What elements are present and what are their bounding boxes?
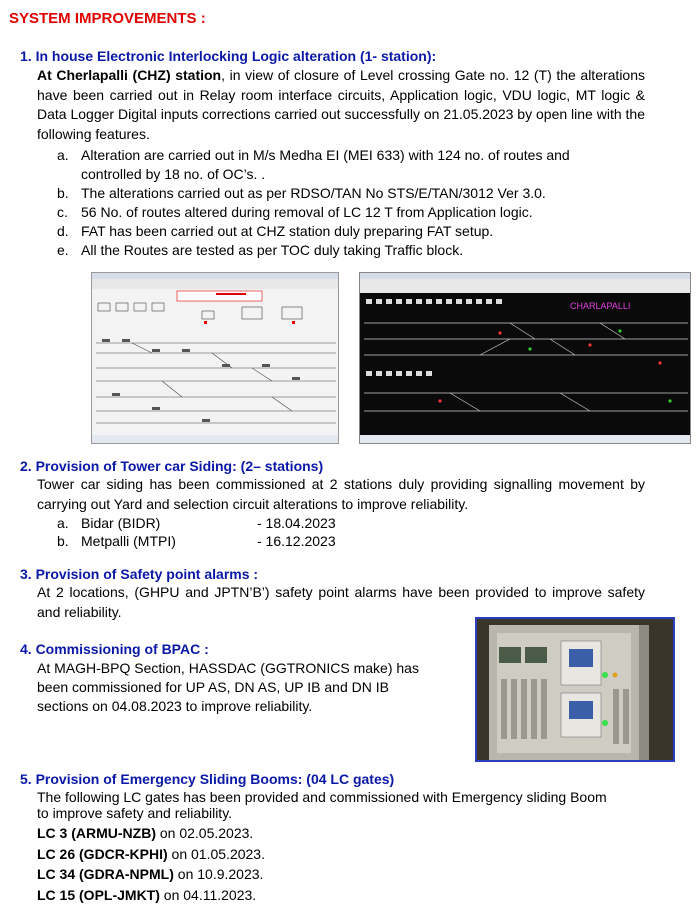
list-item: LC 34 (GDRA-NPML) on 10.9.2023. bbox=[37, 866, 264, 882]
section-5-text: The following LC gates has been provided and commissioned with Emergency sliding Boom to improve safety and reliability. bbox=[37, 789, 607, 821]
page-title: SYSTEM IMPROVEMENTS : bbox=[9, 10, 206, 27]
ei-logic-screenshot bbox=[91, 272, 339, 444]
station-label: CHARLAPALLI bbox=[570, 301, 631, 311]
list-item: a. Alteration are carried out in M/s Medha EI (MEI 633) with 124 no. of routes and controlled by 18 no. of OC’s. . bbox=[57, 147, 570, 182]
list-item: LC 15 (OPL-JMKT) on 04.11.2023. bbox=[37, 886, 257, 903]
section-5-heading: 5. Provision of Emergency Sliding Booms: (04 LC gates) bbox=[20, 771, 395, 787]
section-4-text: At MAGH-BPQ Section, HASSDAC (GGTRONICS make) has been commissioned for UP AS, DN AS, UP IB and DN IB sections on 04.08.2023 to improve reliability. bbox=[37, 660, 419, 714]
section-1-lead: At Cherlapalli (CHZ) station bbox=[37, 67, 222, 83]
list-item: e. All the Routes are tested as per TOC duly taking Traffic block. bbox=[57, 242, 464, 258]
list-item: d. FAT has been carried out at CHZ station duly preparing FAT setup. bbox=[57, 223, 494, 239]
list-item: a. Bidar (BIDR) - 18.04.2023 bbox=[57, 515, 336, 531]
section-1-heading: 1. In house Electronic Interlocking Logic alteration (1- station): bbox=[20, 48, 437, 64]
list-item: LC 3 (ARMU-NZB) on 02.05.2023. bbox=[37, 825, 254, 841]
section-4-heading: 4. Commissioning of BPAC : bbox=[20, 641, 209, 657]
section-1-text: , in view of closure of Level crossing Gate no. 12 (T) the alterations have been carried out in Relay room interface circuits, Application logic, VDU logic, MT logic & Data Logger Digital inputs corrections carried out successfully on 21.05.2023 by open line with the following features. bbox=[37, 67, 645, 142]
vdu-panel-screenshot bbox=[359, 272, 691, 444]
section-1-paragraph bbox=[37, 66, 645, 144]
section-3-heading: 3. Provision of Safety point alarms : bbox=[20, 566, 259, 582]
lc-gate-list bbox=[37, 823, 265, 905]
section-3-text: At 2 locations, (GHPU and JPTN’B’) safety point alarms have been provided to improve safety and reliability. bbox=[37, 584, 645, 620]
section-2-heading: 2. Provision of Tower car Siding: (2– stations) bbox=[20, 458, 324, 474]
section-2-text: Tower car siding has been commissioned at 2 stations duly providing signalling movement by carrying out Yard and selection circuit alterations to improve reliability. bbox=[37, 476, 645, 512]
bpac-cabinet-photo bbox=[475, 617, 675, 762]
list-item: c. 56 No. of routes altered during removal of LC 12 T from Application logic. bbox=[57, 204, 533, 220]
list-item: LC 26 (GDCR-KPHI) on 01.05.2023. bbox=[37, 845, 265, 862]
list-item: b. Metpalli (MTPI) - 16.12.2023 bbox=[57, 533, 336, 549]
list-item: b. The alterations carried out as per RDSO/TAN No STS/E/TAN/3012 Ver 3.0. bbox=[57, 185, 546, 201]
